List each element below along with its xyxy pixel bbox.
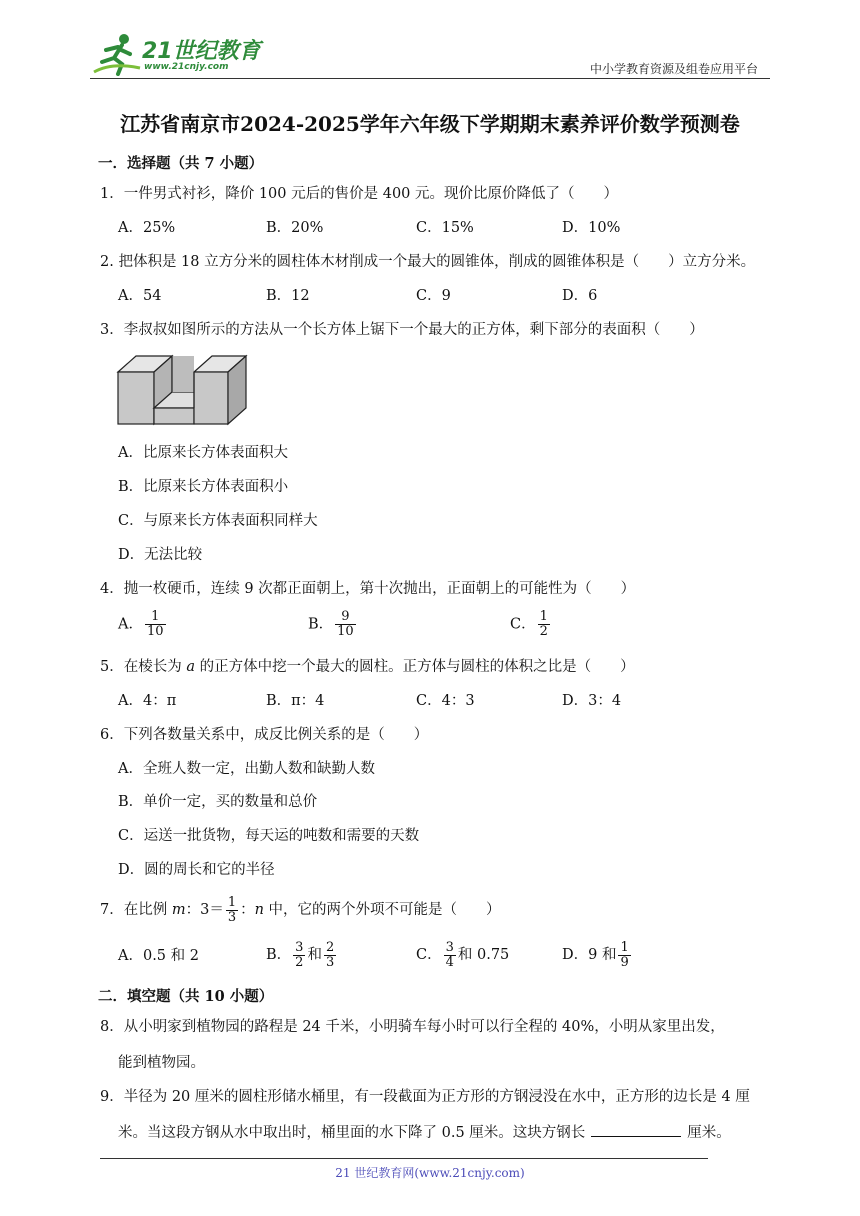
q4-option-c — [510, 610, 552, 639]
q7-stem-mid: ：3＝ — [185, 902, 224, 918]
question-4-stem: 4．抛一枚硬币，连续 9 次都正面朝上，第十次抛出，正面朝上的可能性为（ ） — [100, 581, 636, 597]
q7-option-b-and: 和 — [307, 947, 322, 963]
q7-option-a: A．0.5 和 2 — [118, 948, 199, 964]
q7-option-d-label: D．9 和 — [562, 947, 617, 963]
question-2-stem: 2. 把体积是 18 立方分米的圆柱体木材削成一个最大的圆锥体，削成的圆锥体积是（ ）立方分米。 — [100, 254, 756, 270]
numerator: 1 — [151, 609, 160, 624]
numerator: 1 — [620, 939, 629, 955]
footer-divider — [100, 1158, 708, 1159]
q7-variable-n: n — [254, 902, 264, 918]
q6-option-c: C．运送一批货物，每天运的吨数和需要的天数 — [118, 828, 420, 844]
q2-option-b: B．12 — [266, 288, 310, 304]
numerator: 3 — [445, 939, 454, 955]
question-7-stem — [100, 894, 501, 926]
platform-text: 中小学教育资源及组卷应用平台 — [589, 62, 758, 76]
header-divider — [90, 78, 770, 79]
question-9-line-2 — [118, 1122, 731, 1143]
cuboid-cut-figure — [116, 352, 248, 426]
q7-option-c-label: C． — [416, 947, 442, 963]
section-title-choice: 一．选择题（共 7 小题） — [98, 155, 264, 172]
denominator: 3 — [227, 909, 237, 925]
q5-option-a: A．4：π — [118, 693, 177, 709]
q4-option-a — [118, 610, 168, 639]
q7-option-b-label: B． — [266, 947, 292, 963]
denominator: 3 — [325, 954, 335, 970]
header — [90, 30, 770, 80]
q2-option-d: D．6 — [562, 288, 598, 304]
q4-option-a-label: A． — [118, 616, 143, 633]
q5-option-c: C．4：3 — [416, 693, 475, 709]
q7-stem-pre: 7．在比例 — [100, 902, 172, 918]
q3-option-a: A．比原来长方体表面积大 — [118, 445, 288, 461]
q5-option-d: D．3：4 — [562, 693, 622, 709]
q1-option-c: C．15% — [416, 220, 474, 236]
fraction — [538, 610, 550, 639]
q4-option-c-label: C． — [510, 616, 536, 633]
q7-option-d — [562, 937, 633, 973]
q7-stem-post: 中，它的两个外项不可能是（ ） — [263, 902, 501, 918]
q5-stem-pre: 5．在棱长为 — [100, 659, 187, 675]
fraction — [335, 610, 356, 639]
fraction — [293, 941, 305, 970]
q9-line-2-pre: 米。当这段方钢从水中取出时，桶里面的水下降了 0.5 厘米。这块方钢长 — [118, 1125, 586, 1141]
question-8-line-2: 能到植物园。 — [118, 1055, 205, 1071]
q7-option-c-post: 和 0.75 — [457, 947, 510, 963]
fraction — [145, 610, 166, 639]
denominator: 10 — [146, 624, 164, 639]
page-title: 江苏省南京市2024-2025学年六年级下学期期末素养评价数学预测卷 — [120, 112, 740, 136]
q3-option-d: D．无法比较 — [118, 547, 203, 563]
q5-stem-post: 的正方体中挖一个最大的圆柱。正方体与圆柱的体积之比是（ ） — [195, 659, 635, 675]
logo-url-text: www.21cnjy.com — [144, 62, 229, 72]
answer-blank — [591, 1122, 681, 1137]
q3-option-c: C．与原来长方体表面积同样大 — [118, 513, 318, 529]
denominator: 2 — [295, 954, 304, 970]
q2-option-c: C．9 — [416, 288, 451, 304]
fraction — [618, 941, 630, 970]
q1-option-a: A．25% — [118, 220, 176, 236]
q7-option-b — [266, 937, 338, 973]
q7-stem-colon: ： — [240, 902, 255, 918]
q7-option-c — [416, 937, 509, 973]
numerator: 2 — [325, 939, 335, 955]
fraction — [226, 896, 238, 925]
logo-runner-icon — [92, 32, 144, 76]
q1-option-d: D．10% — [562, 220, 621, 236]
q4-option-b-label: B． — [308, 616, 334, 633]
footer-text: 21 世纪教育网(www.21cnjy.com) — [335, 1166, 525, 1180]
numerator: 1 — [227, 894, 237, 910]
numerator: 1 — [539, 609, 548, 624]
denominator: 10 — [337, 624, 354, 639]
denominator: 2 — [539, 624, 548, 639]
fraction — [324, 941, 336, 970]
numerator: 3 — [295, 939, 304, 955]
q6-option-d: D．圆的周长和它的半径 — [118, 862, 275, 878]
q4-option-b — [308, 610, 358, 639]
q6-option-a: A．全班人数一定，出勤人数和缺勤人数 — [118, 761, 375, 777]
question-9-line-1: 9．半径为 20 厘米的圆柱形储水桶里，有一段截面为正方形的方钢浸没在水中，正方形的边长是 4 厘 — [100, 1089, 750, 1105]
q9-line-2-post: 厘米。 — [687, 1125, 731, 1141]
question-1-stem: 1．一件男式衬衫，降价 100 元后的售价是 400 元。现价比原价降低了（ ） — [100, 186, 619, 202]
logo-main-text: 21世纪教育 — [142, 39, 261, 64]
q1-option-b: B．20% — [266, 220, 324, 236]
question-8-line-1: 8．从小明家到植物园的路程是 24 千米，小明骑车每小时可以行全程的 40%，小明从家里出发， — [100, 1019, 725, 1035]
section-title-fill: 二．填空题（共 10 小题） — [98, 988, 274, 1005]
q7-variable-m: m — [171, 902, 186, 918]
denominator: 9 — [620, 954, 629, 970]
q5-variable-a: a — [186, 659, 195, 675]
q5-option-b: B．π：4 — [266, 693, 325, 709]
q6-option-b: B．单价一定，买的数量和总价 — [118, 794, 318, 810]
numerator: 9 — [341, 609, 350, 624]
question-5-stem — [100, 657, 635, 677]
fraction — [444, 941, 456, 970]
question-3-stem: 3．李叔叔如图所示的方法从一个长方体上锯下一个最大的正方体，剩下部分的表面积（ ） — [100, 322, 704, 338]
q3-option-b: B．比原来长方体表面积小 — [118, 479, 289, 495]
denominator: 4 — [445, 954, 454, 970]
q2-option-a: A．54 — [118, 288, 162, 304]
question-6-stem: 6．下列各数量关系中，成反比例关系的是（ ） — [100, 727, 429, 743]
